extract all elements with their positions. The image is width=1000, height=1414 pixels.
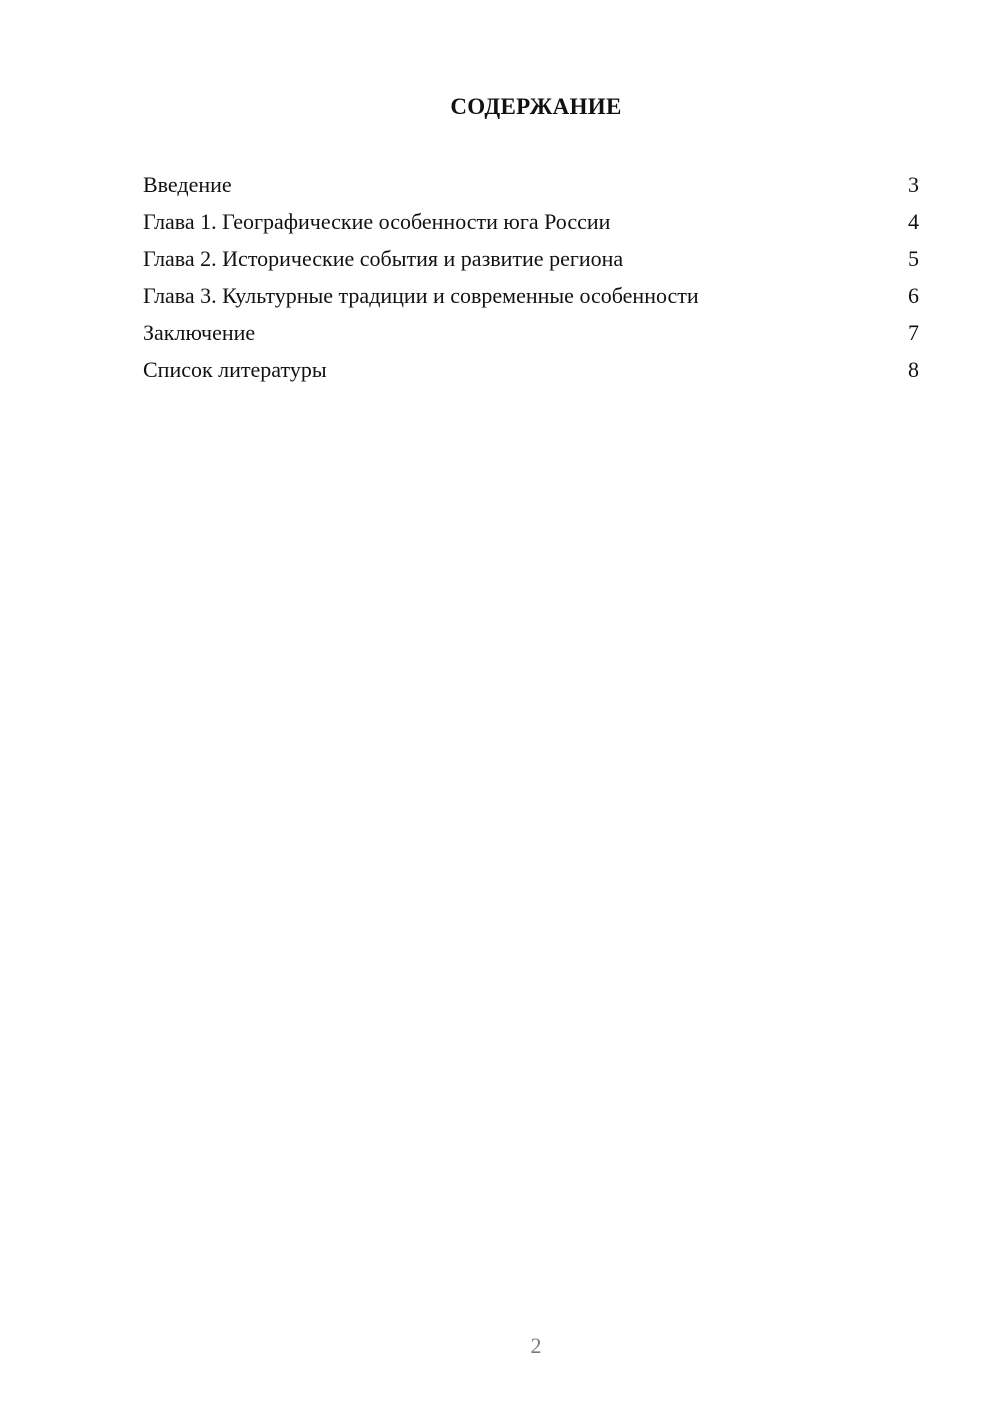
table-of-contents	[143, 166, 919, 388]
toc-entry-chapter-1[interactable]	[143, 203, 919, 240]
toc-entry-conclusion[interactable]	[143, 314, 919, 351]
toc-entry-label: Введение	[143, 172, 232, 197]
toc-entry-label: Список литературы	[143, 357, 327, 382]
toc-entry-label: Глава 2. Исторические события и развитие региона	[143, 246, 624, 271]
toc-entry-chapter-2[interactable]	[143, 240, 919, 277]
toc-entry-chapter-3[interactable]	[143, 277, 919, 314]
toc-entry-page: 7	[908, 320, 919, 345]
toc-entry-label: Глава 3. Культурные традиции и современные особенности	[143, 283, 699, 308]
toc-entry-page: 6	[908, 283, 919, 308]
toc-entry-page: 3	[908, 172, 919, 197]
toc-entry-page: 4	[908, 209, 919, 234]
toc-entry-label: Глава 1. Географические особенности юга России	[143, 209, 611, 234]
toc-entry-page: 8	[908, 357, 919, 382]
toc-entry-label: Заключение	[143, 320, 256, 345]
toc-entry-introduction[interactable]	[143, 166, 919, 203]
page-number: 2	[530, 1333, 542, 1358]
page-title: СОДЕРЖАНИЕ	[450, 94, 622, 119]
toc-entry-bibliography[interactable]	[143, 351, 919, 388]
toc-entry-page: 5	[908, 246, 919, 271]
